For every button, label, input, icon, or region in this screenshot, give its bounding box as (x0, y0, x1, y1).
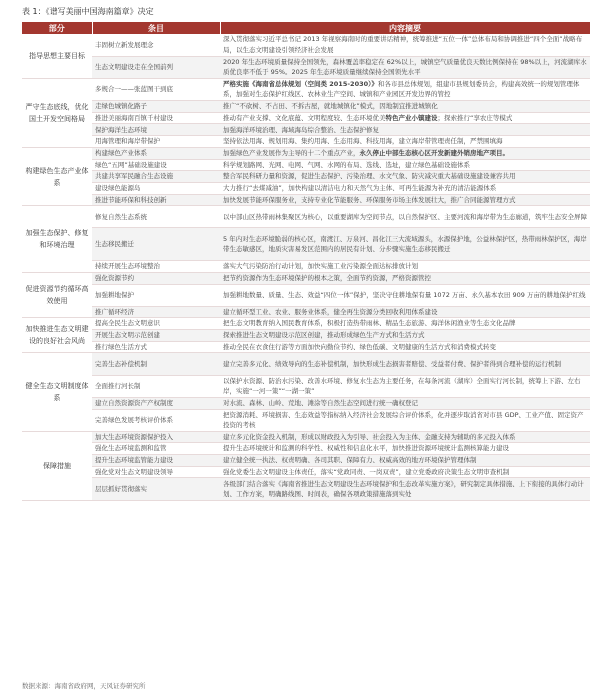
header-item: 条目 (92, 22, 220, 34)
policy-table (22, 22, 591, 501)
content-summary: 把资源消耗、环境损害、生态效益等指标纳入经济社会发展综合评价体系，化并逐步取消省对市县 GDP、工业产值、固定资产投资的考核 (220, 409, 590, 431)
content-summary: 建立多元化资金投入机制，形成以财政投入为引导、社会投入为主体、金融支持为辅助的多元投入体系 (220, 431, 590, 443)
content-summary: 探索推进生态文明建设示范区创建，推动形成绿色生产方式和生活方式 (220, 330, 590, 342)
table-body (22, 34, 590, 500)
section-name: 健全生态文明制度体系 (22, 353, 92, 431)
item-label: 强化资源节约 (92, 272, 220, 284)
item-label: 多规合一——张蓝图干到底 (92, 78, 220, 100)
content-summary: 强化党委生态文明建设主体责任，落实“党政同责、一岗双责”，建立党委政府决策生态文明审查机制 (220, 466, 590, 478)
item-label: 开展生态文明示范创建 (92, 330, 220, 342)
header-section: 部分 (22, 22, 92, 34)
item-label: 推广循环经济 (92, 306, 220, 318)
item-label: 推进节能环保和科技创新 (92, 194, 220, 206)
content-summary: 提升生态环境统计和监测的科学性、权威性和信息化水平，加快推进资源环境统计监测核算能力建设 (220, 443, 590, 455)
item-label: 生态移民搬迁 (92, 228, 220, 261)
table-row (22, 78, 590, 100)
table-row (22, 136, 590, 148)
item-label: 全面推行河长制 (92, 375, 220, 397)
content-summary: 对水流、森林、山岭、荒地、滩涂等自然生态空间进行统一确权登记 (220, 397, 590, 409)
item-label: 用海管理和海岸带保护 (92, 136, 220, 148)
table-row (22, 443, 590, 455)
content-summary: 建立健全统一执法、权责明确、各司其职、保障有力、权威高效的地方环境保护管理体制 (220, 455, 590, 467)
content-summary: 落实大气污染防治行动计划，加快实施工业污染源全面达标排放计划 (220, 261, 590, 273)
table-row (22, 261, 590, 273)
content-summary: 加快发展节能环保服务业，支持专业化节能服务、环保服务市场主体发展壮大，推广合同能源管理方式 (220, 194, 590, 206)
item-label: 层层抓好贯彻落实 (92, 478, 220, 500)
item-label: 共建共享军民融合生态设施 (92, 171, 220, 183)
section-name: 指导思想主要目标 (22, 34, 92, 78)
table-row (22, 478, 590, 500)
item-label: 构建绿色产业体系 (92, 147, 220, 159)
emphasis-text: 特色产业小镇建设 (385, 113, 438, 122)
item-label: 保护海洋生态环境 (92, 124, 220, 136)
header-content: 内容摘要 (220, 22, 590, 34)
table-row (22, 56, 590, 78)
item-label: 加强耕地保护 (92, 284, 220, 306)
content-summary: 以中部山区热带雨林集聚区为核心，以重要湖库为空间节点，以自然保护区、主要河流和海岸带为生态廊道，筑牢生态安全屏障 (220, 206, 590, 228)
table-row (22, 455, 590, 467)
section-name: 加强生态保护、修复和环境治理 (22, 206, 92, 273)
content-summary: 大力推行“去煤减油”，加快构建以清洁电力和天然气为主体、可再生能源为补充的清洁能源体系 (220, 182, 590, 194)
table-row (22, 228, 590, 261)
content-summary: 5 年内对生态环境脆弱的核心区，南渡江、万泉河、昌化江三大流域源头，水源保护地，公益林保护区，热带雨林保护区，海岸带生态敏感区，地质灾害易发区范围内的居民有计划、分步骤实施生态移民搬迁 (220, 228, 590, 261)
table-row (22, 318, 590, 330)
content-summary: 加强耕地数量、质量、生态、效益“四位一体”保护，坚决守住耕地保有量 1072 万亩、永久基本农田 909 万亩的耕地保护红线 (220, 284, 590, 306)
content-summary: 加强海洋环境治理、海域海岛综合整治、生态保护修复 (220, 124, 590, 136)
item-label: 完善绿色发展考核评价体系 (92, 409, 220, 431)
section-name: 促进资源节约循环高效使用 (22, 272, 92, 318)
content-summary: 建立完善多元化、绩效导向的生态补偿机制，加快形成生态损害者赔偿、受益者付费、保护者得到合理补偿的运行机制 (220, 353, 590, 375)
table-header-row (22, 22, 590, 34)
item-label: 修复自然生态系统 (92, 206, 220, 228)
item-label: 推进美丽海南百镇千村建设 (92, 112, 220, 124)
table-row (22, 306, 590, 318)
table-row (22, 431, 590, 443)
item-label: 建设绿色能源岛 (92, 182, 220, 194)
section-name: 严守生态底线，优化国土开发空间格局 (22, 78, 92, 147)
item-label: 完善生态补偿机制 (92, 353, 220, 375)
table-row (22, 409, 590, 431)
emphasis-text: 严格实施《海南省总体规划（空间类 2015-2030）》 (223, 79, 378, 88)
table-row (22, 101, 590, 113)
table-row (22, 466, 590, 478)
table-row (22, 341, 590, 353)
table-row (22, 124, 590, 136)
table-row (22, 159, 590, 171)
content-summary: 建立循环型工业、农业、服务业体系，健全再生资源分类回收利用体系建设 (220, 306, 590, 318)
content-summary: 以保护水资源、防治水污染、改善水环境、修复水生态为主要任务，在每条河流（湖库）全面实行河长制，统筹上下游、左右岸，实施“一河一策”“一湖一策” (220, 375, 590, 397)
item-label: 强化党对生态文明建设领导 (92, 466, 220, 478)
content-summary: 推广“不砍树、不占田、不拆古屋，就地城镇化”模式，因地制宜推进城镇化 (220, 101, 590, 113)
table-caption: 表 1：《谱写美丽中国海南篇章》决定 (22, 7, 154, 16)
table-row (22, 147, 590, 159)
item-label: 绿色“五网”基础设施建设 (92, 159, 220, 171)
item-label: 提高全民生态文明意识 (92, 318, 220, 330)
content-summary: 坚持依法用海、规划用海、集约用海、生态用海、科技用海，建立海岸带管理责任制，严禁围填海 (220, 136, 590, 148)
content-summary: 科学规划路网、光网、电网、气网、水网的布局、选线、选址，建立绿色基础设施体系 (220, 159, 590, 171)
content-summary: 严格实施《海南省总体规划（空间类 2015-2030）》和各市县总体规划，组建市县规划委员会，构建高效统一的规划管理体系，加强对生态保护红线区、农林业生产空间、城镇和产业园区开发边界的管控 (220, 78, 590, 100)
content-summary: 把节约资源作为生态环境保护的根本之策，全面节约资源，严格资源管控 (220, 272, 590, 284)
content-summary: 2020 年生态环境质量保持全国领先，森林覆盖率稳定在 62%以上，城镇空气质量优良天数比例保持在 98%以上，河流湖库水质优良率不低于 95%。2025 年生态环境质量继续保持全国领先水平 (220, 56, 590, 78)
section-name: 加快推进生态文明建设的良好社会风尚 (22, 318, 92, 353)
table-row (22, 272, 590, 284)
content-summary: 推动全民在衣食住行游等方面加快向勤俭节约、绿色低碳、文明健康的生活方式和消费模式转变 (220, 341, 590, 353)
content-summary: 整合军民科研力量和资源，促进生态保护、污染治理、水文气象、防灾减灾重大基础设施建设兼容共用 (220, 171, 590, 183)
table-row (22, 34, 590, 56)
content-summary: 加强绿色产业发展作为主导的十二个重点产业，永久停止中部生态核心区开发新建外销房地产项目。 (220, 147, 590, 159)
table-row (22, 182, 590, 194)
item-label: 加大生态环境资源保护投入 (92, 431, 220, 443)
table-row (22, 353, 590, 375)
content-summary: 深入贯彻落实习近平总书记 2013 年视察海南时的重要讲话精神，统筹推进“五位一体”总体布局和协调推进“四个全面”战略布局，以生态文明建设引领经济社会发展 (220, 34, 590, 56)
table-row (22, 375, 590, 397)
section-name: 构建绿色生态产业体系 (22, 147, 92, 205)
section-name: 保障措施 (22, 431, 92, 500)
item-label: 强化生态环境监测和监管 (92, 443, 220, 455)
item-label: 建立自然资源资产产权制度 (92, 397, 220, 409)
table-row (22, 112, 590, 124)
content-summary: 把生态文明教育纳入国民教育体系，积极打造热带雨林、精品生态旅游、海洋休闲渔业等生态文化品牌 (220, 318, 590, 330)
table-row (22, 194, 590, 206)
content-summary: 推动有产业支撑、文化底蕴、文明程度较、生态环境优美特色产业小镇建设；探索推行“享农庄等模式 (220, 112, 590, 124)
item-label: 推行绿色生活方式 (92, 341, 220, 353)
table-row (22, 397, 590, 409)
table-row (22, 330, 590, 342)
item-label: 生态文明建设走在全国前列 (92, 56, 220, 78)
item-label: 持续开展生态环境整治 (92, 261, 220, 273)
item-label: 走绿色城镇化路子 (92, 101, 220, 113)
item-label: 提升生态环境监管能力建设 (92, 455, 220, 467)
emphasis-text: 永久停止中部生态核心区开发新建外销房地产项目。 (359, 148, 509, 157)
item-label: 丰固树立新发展理念 (92, 34, 220, 56)
table-row (22, 206, 590, 228)
table-row (22, 171, 590, 183)
table-row (22, 284, 590, 306)
content-summary: 各级部门结合落实《海南省推进生态文明建设生态环境保护和生态改革实施方案》，研究制定具体措施、上下衔接的具体行动计划、工作方案，明确路线图、时间表，确保各项政策措施落到实处 (220, 478, 590, 500)
source-note: 数据来源：海南省政府网，天风证券研究所 (22, 682, 146, 690)
